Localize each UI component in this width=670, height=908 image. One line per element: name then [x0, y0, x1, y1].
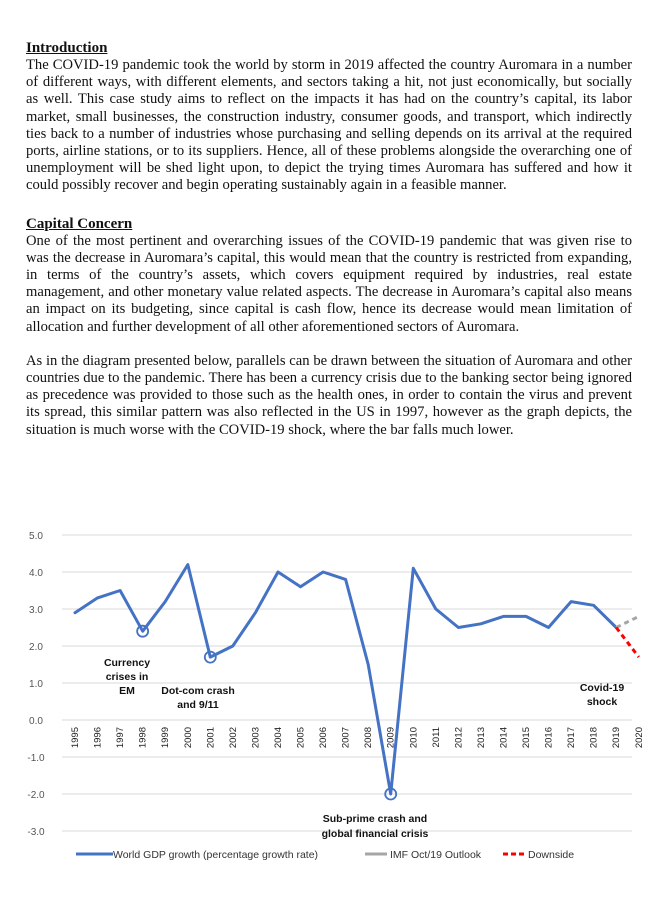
x-tick-label: 2004	[272, 727, 284, 749]
x-tick-label: 2006	[318, 727, 330, 749]
annotation-covid: Covid-19	[579, 682, 625, 694]
y-tick-label: 4.0	[29, 568, 43, 579]
x-tick-label: 2013	[475, 727, 487, 749]
x-tick-label: 2014	[498, 727, 510, 749]
x-tick-label: 2009	[385, 727, 397, 749]
introduction-paragraph: The COVID-19 pandemic took the world by storm in 2019 affected the country Auromara in a number of different ways, with different elements, and sectors taking a hit, not just economically, but socially as well. This case study aims to reflect on the impacts it has had on the country’s capital, its labor market, small businesses, the construction industry, consumer goods, and transport, which indirectly ties back to a number of industries whose purchasing and selling depends on its arrival at the required ports, airline stations, or to its suppliers. Hence, all of these problems alongside the overarching one of unemployment will be shed light upon, to depict the trying times Auromara has suffered and how it could possibly recover and begin operating sustainably again in a feasible manner.	[26, 57, 632, 194]
diagram-paragraph: As in the diagram presented below, parallels can be drawn between the situation of Auromara and other countries due to the pandemic. There has been a currency crisis due to the banking sector being ignored as precedence was provided to those such as the health ones, in order to contain the virus and prevent its spread, this similar pattern was also reflected in the US in 1997, however as the graph depicts, the situation is much worse with the COVID-19 shock, where the bar falls much lower.	[26, 352, 632, 438]
x-tick-label: 1998	[137, 727, 149, 749]
legend-label: Downside	[528, 849, 575, 861]
annotation-currency: EM	[119, 685, 135, 697]
x-tick-label: 2005	[295, 727, 307, 749]
annotation-subprime: Sub-prime crash and	[322, 813, 428, 825]
document-body	[26, 40, 632, 439]
series-line-1	[616, 616, 639, 627]
x-tick-label: 2016	[543, 727, 555, 749]
x-tick-label: 2012	[453, 727, 465, 749]
x-tick-label: 2010	[408, 727, 420, 749]
x-tick-label: 1997	[115, 727, 127, 749]
annotation-dotcom: Dot-com crash	[161, 685, 235, 697]
y-tick-label: 0.0	[29, 716, 43, 727]
y-tick-label: 2.0	[29, 642, 43, 653]
x-tick-label: 2002	[227, 727, 239, 749]
annotation-covid: shock	[586, 696, 618, 708]
annotation-dotcom: and 9/11	[177, 699, 219, 711]
x-tick-label: 2019	[611, 727, 623, 749]
introduction-heading: Introduction	[26, 40, 108, 56]
x-tick-label: 1999	[160, 727, 172, 749]
y-tick-label: -3.0	[27, 827, 45, 838]
capital-concern-paragraph: One of the most pertinent and overarching issues of the COVID-19 pandemic that was given rise to was the decrease in Auromara’s capital, this would mean that the country is restricted from expanding, in terms of the country’s assets, which covers equipment required by industries, real estate management, and other monetary value related aspects. The decrease in Auromara’s capital also means an impact on its budgeting, since capital is cash flow, hence its decrease would mean limitation of allocation and further development of all other aforementioned sectors of Auromara.	[26, 232, 632, 335]
x-tick-label: 2015	[521, 727, 532, 749]
x-tick-label: 1996	[92, 727, 104, 749]
annotation-currency: crises in	[105, 671, 149, 683]
x-tick-label: 2011	[430, 727, 442, 748]
x-tick-label: 2018	[588, 727, 600, 749]
annotation-subprime: global financial crisis	[321, 828, 429, 840]
gdp-growth-chart	[0, 520, 670, 875]
y-tick-label: -2.0	[27, 790, 45, 801]
x-tick-label: 2017	[566, 727, 578, 749]
x-tick-label: 2008	[363, 727, 375, 749]
series-line-0	[75, 565, 616, 794]
x-tick-label: 2020	[633, 727, 645, 749]
annotation-currency: Currency	[103, 657, 151, 669]
y-tick-label: 3.0	[29, 605, 43, 616]
x-tick-label: 2007	[340, 727, 352, 749]
x-tick-label: 2001	[205, 727, 217, 749]
y-tick-label: 1.0	[29, 679, 43, 690]
x-tick-label: 2000	[182, 727, 194, 749]
x-tick-label: 2003	[250, 727, 262, 749]
capital-concern-heading: Capital Concern	[26, 215, 133, 232]
y-tick-label: 5.0	[29, 531, 43, 542]
legend-label: IMF Oct/19 Outlook	[390, 849, 482, 861]
legend-label: World GDP growth (percentage growth rate)	[113, 849, 319, 861]
x-tick-label: 1995	[70, 727, 81, 749]
y-tick-label: -1.0	[27, 753, 45, 764]
series-line-2	[616, 628, 639, 658]
